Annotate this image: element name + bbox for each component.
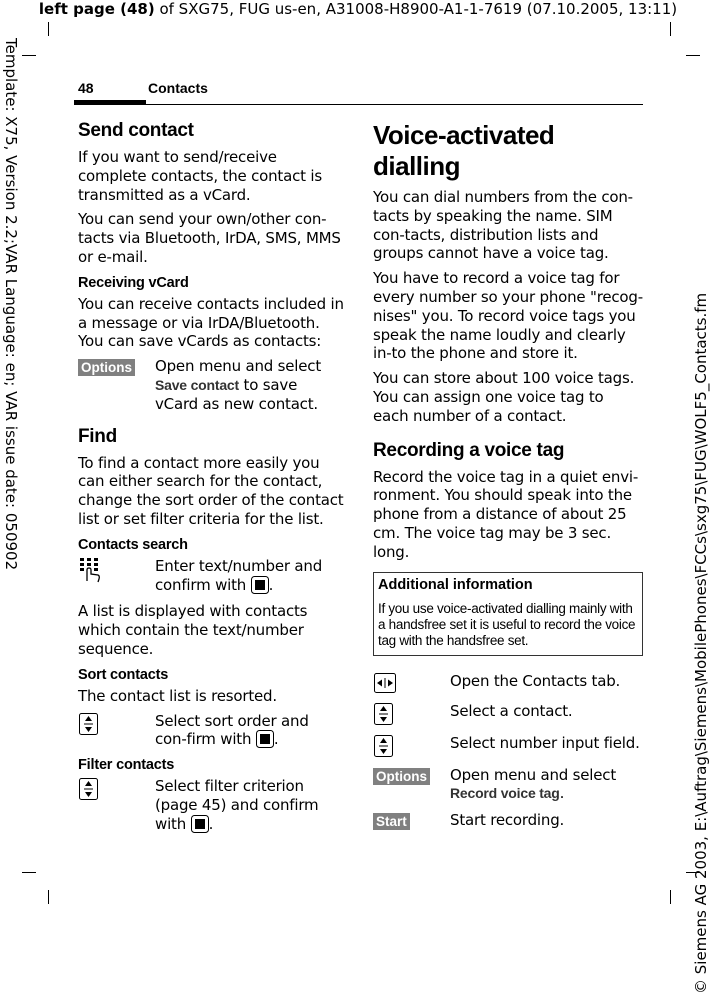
- find-p1: To find a contact more easily you can either search for the contact, change the sort order of the contact list or set filter criteria for the list.: [78, 453, 344, 528]
- recording-heading: Recording a voice tag: [373, 439, 565, 461]
- contacts-search-heading: Contacts search: [78, 536, 188, 553]
- receiving-heading: Receiving vCard: [78, 274, 189, 291]
- side-text-left: [1, 38, 21, 578]
- step-record-menu: [373, 766, 643, 804]
- find-heading: Find: [78, 425, 117, 447]
- receiving-step: [78, 357, 344, 413]
- page-title: Contacts: [148, 80, 208, 96]
- print-header: [8, 0, 708, 18]
- print-header-page: left page (48): [38, 0, 155, 18]
- step-record-menu-text: Open menu and select Record voice tag.: [450, 765, 617, 803]
- start-softkey: Start: [373, 813, 410, 830]
- contacts-search-p1: A list is displayed with contacts which contain the text/number sequence.: [78, 602, 308, 658]
- send-contact-p2: You can send your own/other con-tacts via Bluetooth, IrDA, SMS, MMS or e-mail.: [78, 210, 341, 266]
- left-column: [78, 120, 344, 842]
- navigate-updown-icon: [373, 734, 395, 758]
- print-header-details: of SXG75, FUG us-en, A31008-H8900-A1-1-7619 (07.10.2005, 13:11): [154, 0, 678, 18]
- additional-info-body: If you use voice-activated dialling mainly with a handsfree set it is useful to record the voice tag with the handsfree set.: [378, 600, 636, 648]
- additional-info-title: Additional information: [378, 576, 533, 593]
- contacts-search-step: Enter text/number and confirm with .: [78, 557, 344, 595]
- menu-record-voice-tag: Record voice tag: [450, 785, 560, 802]
- sort-contacts-heading: Sort contacts: [78, 666, 169, 683]
- confirm-key-icon: [251, 576, 269, 594]
- filter-contacts-step: Select filter criterion (page 45) and confirm with .: [78, 777, 344, 833]
- additional-info-box: [373, 572, 643, 656]
- keypad-icon: [78, 557, 106, 583]
- menu-save-contact: Save contact: [155, 376, 239, 393]
- options-softkey: Options: [78, 359, 135, 376]
- step-open-tab: [373, 672, 643, 694]
- sort-contacts-step: Select sort order and con-firm with .: [78, 712, 344, 750]
- navigate-updown-icon: [78, 712, 100, 736]
- header-rule-thin: [146, 104, 643, 105]
- step-start: [373, 811, 643, 830]
- voice-p2: You have to record a voice tag for every number so your phone "recog-nises" you. To record voice tags you speak the name loudly and clearly in-to the phone and store it.: [373, 269, 643, 363]
- template-info: Template: X75, Version 2.2;VAR Language: en; VAR issue date: 050902: [2, 38, 20, 571]
- voice-dialling-heading: Voice-activated dialling: [373, 120, 555, 181]
- step-select-number-text: Select number input field.: [450, 733, 640, 752]
- receiving-p1: You can receive contacts included in a message or via IrDA/Bluetooth. You can save vCards as contacts:: [78, 294, 344, 351]
- voice-p1: You can dial numbers from the con-tacts by speaking the name. SIM con-tacts, distribution lists and groups cannot have a voice tag.: [373, 188, 633, 263]
- contacts-search-step-text: Enter text/number and confirm with: [155, 556, 323, 594]
- side-text-right: [691, 94, 711, 994]
- step-open-tab-text: Open the Contacts tab.: [450, 671, 621, 690]
- send-contact-heading: Send contact: [78, 120, 194, 141]
- confirm-key-icon: [191, 815, 209, 833]
- filter-contacts-step-text: Select filter criterion (page 45) and confirm with: [155, 777, 319, 833]
- sort-contacts-step-text: Select sort order and con-firm with: [155, 711, 309, 749]
- filter-contacts-heading: Filter contacts: [78, 757, 175, 774]
- page-number: 48: [78, 80, 94, 96]
- navigate-updown-icon: [78, 777, 100, 801]
- receiving-step-text: Open menu and select Save contact to save vCard as new contact.: [155, 357, 322, 413]
- navigate-leftright-icon: [373, 672, 397, 694]
- right-column: [373, 120, 643, 838]
- recording-p1: Record the voice tag in a quiet envi-ronment. You should speak into the phone from a distance of about 25 cm. The voice tag may be 3 sec. long.: [373, 467, 639, 561]
- step-select-contact: [373, 702, 643, 726]
- step-select-number: [373, 734, 643, 758]
- voice-p3: You can store about 100 voice tags. You can assign one voice tag to each number of a contact.: [373, 369, 635, 425]
- confirm-key-icon: [256, 730, 274, 748]
- navigate-updown-icon: [373, 702, 395, 726]
- header-rule-thick: [74, 100, 146, 105]
- options-softkey: Options: [373, 768, 430, 785]
- step-start-text: Start recording.: [450, 811, 565, 830]
- copyright-path: © Siemens AG 2003, E:\Auftrag\Siemens\MobilePhones\FCCs\sxg75\FUG\WOLF5_Contacts.fm: [692, 292, 710, 994]
- send-contact-p1: If you want to send/receive complete contacts, the contact is transmitted as a vCard.: [78, 148, 322, 204]
- sort-contacts-p1: The contact list is resorted.: [78, 686, 277, 705]
- step-select-contact-text: Select a contact.: [450, 701, 573, 720]
